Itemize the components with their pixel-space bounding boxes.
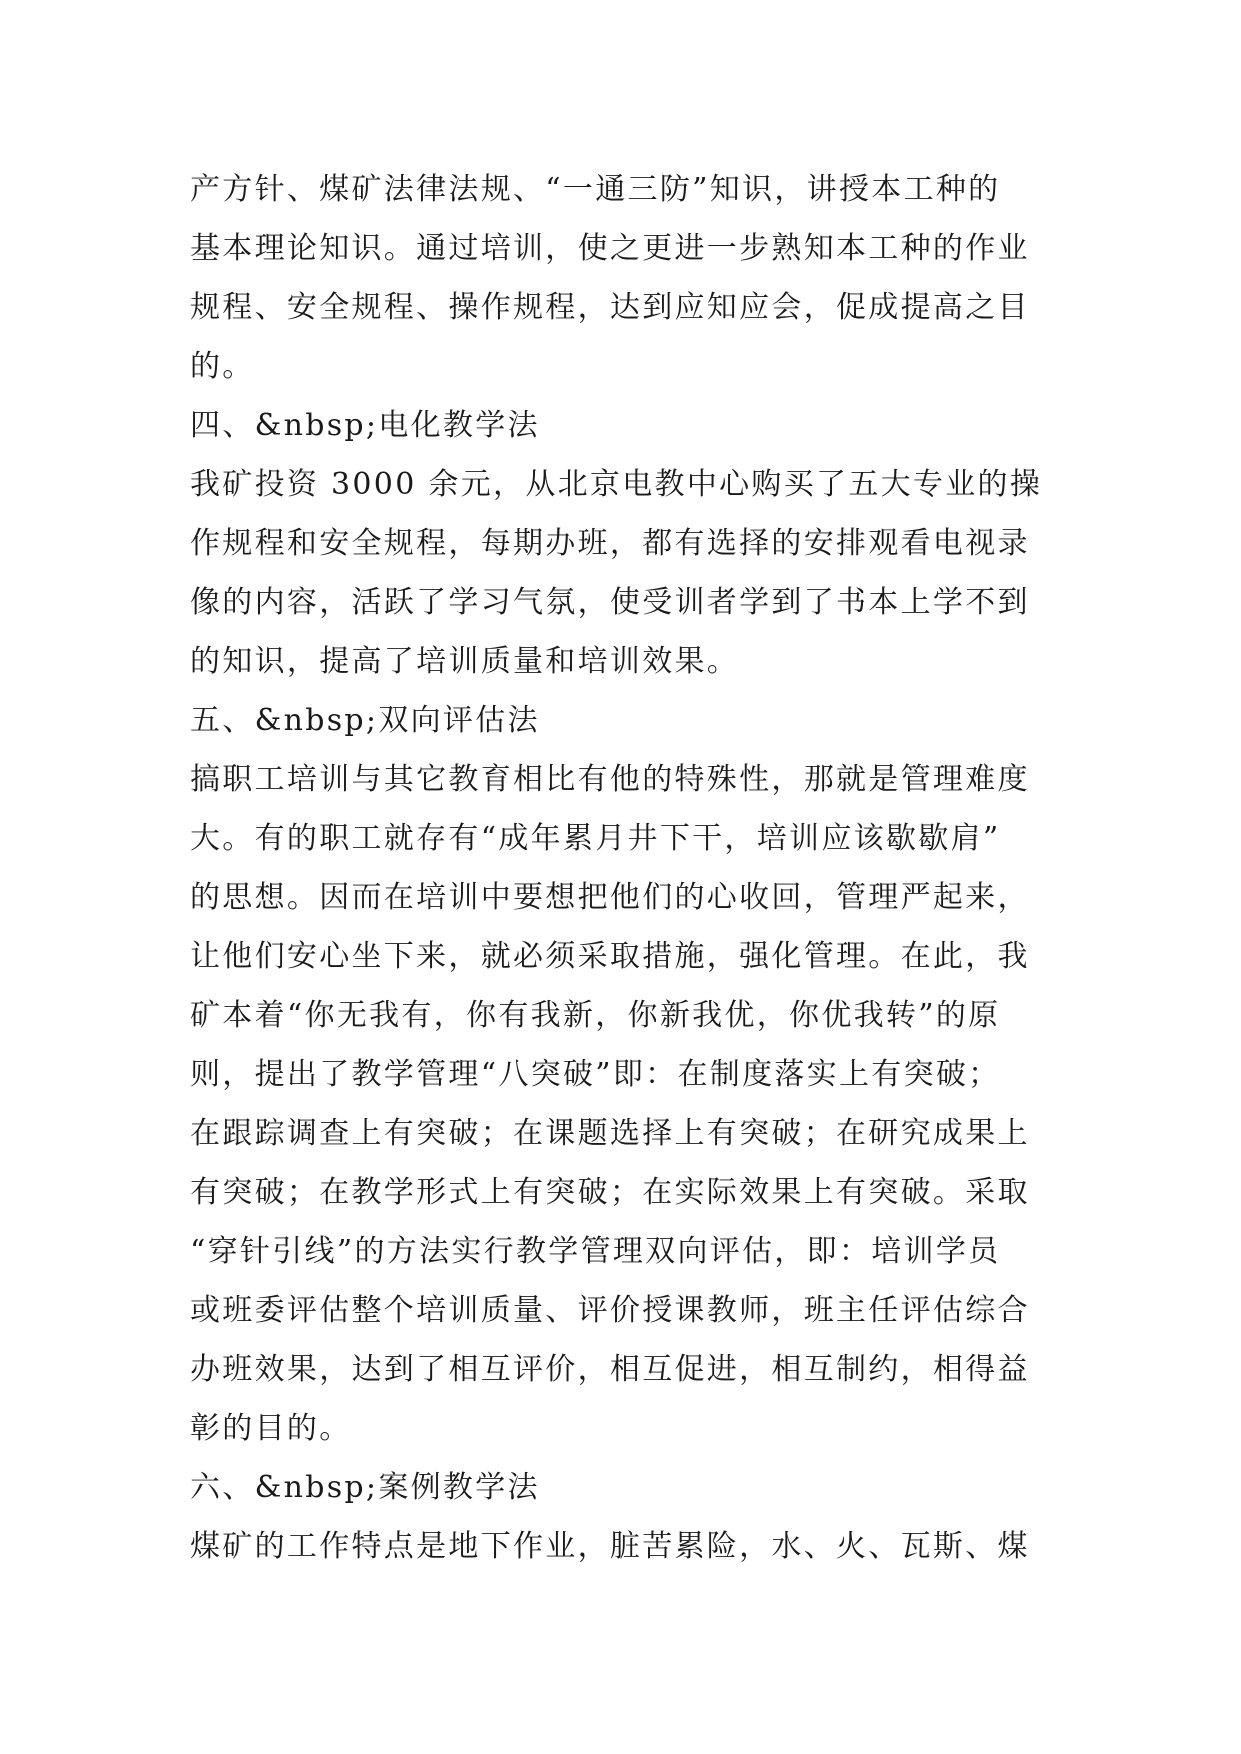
text-line: 或班委评估整个培训质量、评价授课教师，班主任评估综合 <box>190 1293 1030 1328</box>
text-line: 在跟踪调查上有突破；在课题选择上有突破；在研究成果上 <box>190 1116 1030 1151</box>
text-line: 有突破；在教学形式上有突破；在实际效果上有突破。采取 <box>190 1175 1030 1210</box>
section-heading: 五、&nbsp;双向评估法 <box>190 703 540 738</box>
text-line: 像的内容，活跃了学习气氛，使受训者学到了书本上学不到 <box>190 585 1030 620</box>
text-line: 基本理论知识。通过培训，使之更进一步熟知本工种的作业 <box>190 231 1030 266</box>
body-text <box>190 160 1060 1576</box>
section-heading: 四、&nbsp;电化教学法 <box>190 408 540 443</box>
text-line: 办班效果，达到了相互评价，相互促进，相互制约，相得益 <box>190 1352 1030 1387</box>
text-line: 搞职工培训与其它教育相比有他的特殊性，那就是管理难度 <box>190 762 1030 797</box>
text-line: 矿本着“你无我有，你有我新，你新我优，你优我转”的原 <box>190 998 1001 1033</box>
text-line: 作规程和安全规程，每期办班，都有选择的安排观看电视录 <box>190 526 1030 561</box>
text-line: 产方针、煤矿法律法规、“一通三防”知识，讲授本工种的 <box>190 172 1001 207</box>
text-line: 大。有的职工就存有“成年累月井下干，培训应该歇歇肩” <box>190 821 1001 856</box>
text-line: 彰的目的。 <box>190 1411 352 1446</box>
text-line: 煤矿的工作特点是地下作业，脏苦累险，水、火、瓦斯、煤 <box>190 1529 1030 1564</box>
section-heading: 六、&nbsp;案例教学法 <box>190 1470 540 1505</box>
text-line: 让他们安心坐下来，就必须采取措施，强化管理。在此，我 <box>190 939 1030 974</box>
text-line: 的知识，提高了培训质量和培训效果。 <box>190 644 740 679</box>
text-line: 的。 <box>190 349 255 384</box>
text-line: 我矿投资 3000 余元，从北京电教中心购买了五大专业的操 <box>190 467 1043 502</box>
text-line: “穿针引线”的方法实行教学管理双向评估，即：培训学员 <box>190 1234 1001 1269</box>
text-line: 则，提出了教学管理“八突破”即：在制度落实上有突破； <box>190 1057 1001 1092</box>
text-line: 规程、安全规程、操作规程，达到应知应会，促成提高之目 <box>190 290 1030 325</box>
text-line: 的思想。因而在培训中要想把他们的心收回，管理严起来， <box>190 880 1030 915</box>
